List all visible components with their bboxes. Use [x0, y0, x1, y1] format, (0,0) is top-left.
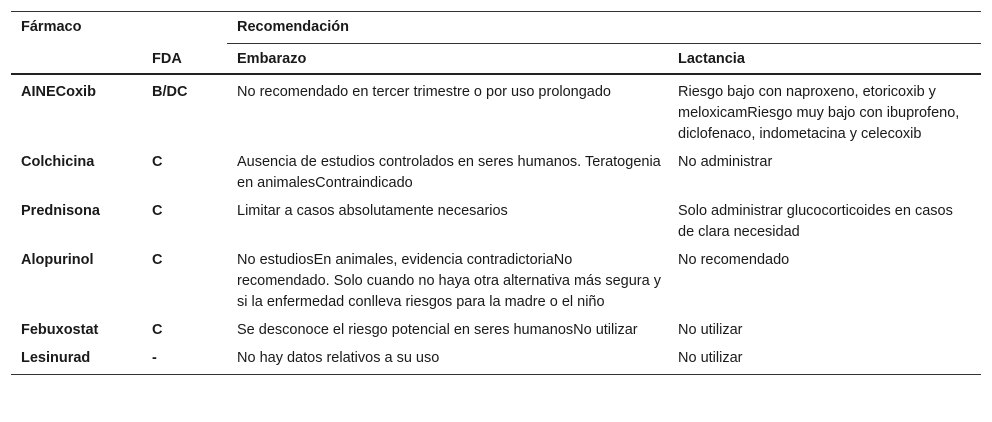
cell-fda: C [152, 251, 163, 268]
cell-embarazo: No estudiosEn animales, evidencia contradictoriaNo recomendado. Solo cuando no haya otra alternativa más segura y si la enfermedad conlleva riesgos para la madre o el niño [237, 251, 661, 310]
cell-fda: C [152, 202, 163, 219]
cell-lactancia: No utilizar [668, 342, 981, 375]
cell-farmaco: Febuxostat [21, 321, 99, 338]
cell-farmaco: Prednisona [21, 202, 100, 219]
table-row [11, 314, 981, 342]
cell-fda: C [152, 321, 163, 338]
table-row [11, 74, 981, 146]
table-row [11, 244, 981, 314]
header-empty [141, 12, 227, 44]
cell-embarazo: No hay datos relativos a su uso [227, 342, 668, 375]
cell-farmaco: Lesinurad [11, 342, 141, 375]
header-recomendacion: Recomendación [227, 12, 981, 44]
header-farmaco: Fármaco [11, 12, 141, 44]
cell-lactancia: No recomendado [678, 251, 790, 268]
cell-farmaco: Alopurinol [21, 251, 94, 268]
cell-farmaco: AINECoxib [21, 83, 96, 100]
cell-farmaco: Colchicina [21, 153, 95, 170]
header-empty-2 [11, 44, 141, 74]
cell-fda: C [152, 153, 163, 170]
table-row [11, 342, 981, 375]
table-row [11, 195, 981, 244]
cell-embarazo: Limitar a casos absolutamente necesarios [237, 202, 508, 219]
cell-embarazo: Ausencia de estudios controlados en seres humanos. Teratogenia en animalesContraindicado [237, 153, 661, 191]
cell-fda: - [141, 342, 227, 375]
header-lactancia: Lactancia [668, 44, 981, 74]
cell-fda: B/DC [152, 83, 188, 100]
cell-lactancia: Riesgo bajo con naproxeno, etoricoxib y meloxicamRiesgo muy bajo con ibuprofeno, diclofenaco, indometacina y celecoxib [678, 83, 960, 142]
cell-embarazo: No recomendado en tercer trimestre o por uso prolongado [237, 83, 611, 100]
header-fda: FDA [141, 44, 227, 74]
cell-embarazo: Se desconoce el riesgo potencial en seres humanosNo utilizar [237, 321, 638, 338]
cell-lactancia: No administrar [678, 153, 773, 170]
cell-lactancia: No utilizar [678, 321, 743, 338]
table-row [11, 146, 981, 195]
drug-recommendation-table [11, 11, 981, 375]
cell-lactancia: Solo administrar glucocorticoides en casos de clara necesidad [678, 202, 953, 240]
header-embarazo: Embarazo [227, 44, 668, 74]
